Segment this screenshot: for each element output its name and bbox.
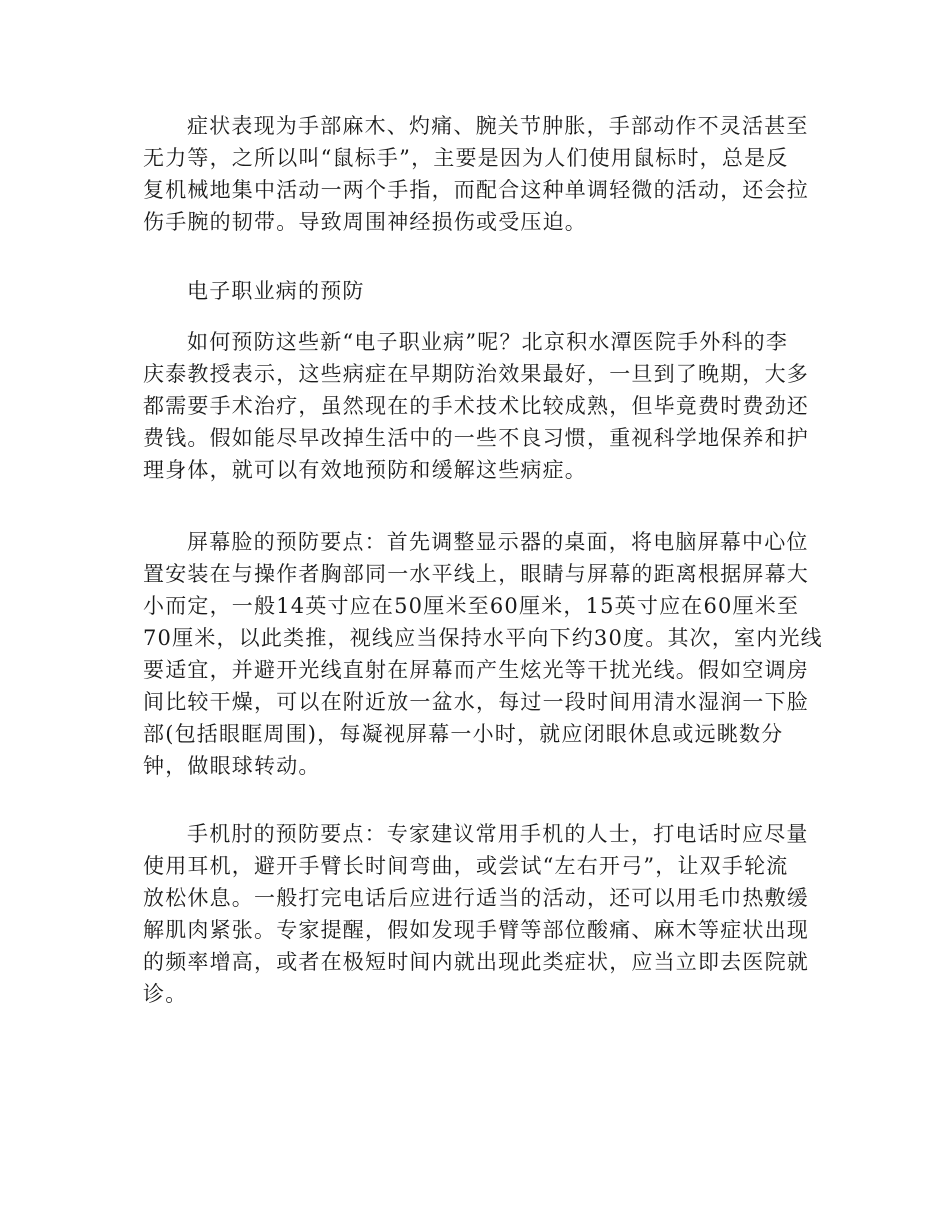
text-line: 解肌肉紧张。专家提醒，假如发现手臂等部位酸痛、麻木等症状出现: [143, 918, 809, 942]
text-line: 小而定，一般14英寸应在50厘米至60厘米，15英寸应在60厘米至: [143, 594, 800, 618]
text-line: 间比较干燥，可以在附近放一盆水，每过一段时间用清水湿润一下脸: [143, 690, 809, 714]
text-line: 理身体，就可以有效地预防和缓解这些病症。: [143, 458, 587, 482]
paragraph-prevention-intro: [143, 326, 808, 486]
text-line: 的频率增高，或者在极短时间内就出现此类症状，应当立即去医院就: [143, 950, 809, 974]
text-line: 庆泰教授表示，这些病症在早期防治效果最好，一旦到了晚期，大多: [143, 362, 809, 386]
text-line: 放松休息。一般打完电话后应进行适当的活动，还可以用毛巾热敷缓: [143, 886, 809, 910]
text-line: 使用耳机，避开手臂长时间弯曲，或尝试“左右开弓”，让双手轮流: [143, 854, 789, 878]
text-line: 费钱。假如能尽早改掉生活中的一些不良习惯，重视科学地保养和护: [143, 426, 809, 450]
text-line: 复机械地集中活动一两个手指，而配合这种单调轻微的活动，还会拉: [143, 178, 809, 202]
paragraph-phone-elbow-prevention: [143, 818, 808, 1010]
text-line: 伤手腕的韧带。导致周围神经损伤或受压迫。: [143, 210, 587, 234]
text-line: 手机肘的预防要点：专家建议常用手机的人士，打电话时应尽量: [187, 822, 809, 846]
text-line: 无力等，之所以叫“鼠标手”，主要是因为人们使用鼠标时，总是反: [143, 146, 789, 170]
text-line: 部(包括眼眶周围)，每凝视屏幕一小时，就应闭眼休息或远眺数分: [143, 722, 784, 746]
section-heading: [143, 275, 808, 307]
text-line: 屏幕脸的预防要点：首先调整显示器的桌面，将电脑屏幕中心位: [187, 530, 809, 554]
text-line: 症状表现为手部麻木、灼痛、腕关节肿胀，手部动作不灵活甚至: [187, 114, 809, 138]
text-line: 诊。: [143, 982, 188, 1006]
section-heading-text: 电子职业病的预防: [187, 279, 365, 303]
text-line: 70厘米，以此类推，视线应当保持水平向下约30度。其次，室内光线: [143, 626, 823, 650]
text-line: 要适宜，并避开光线直射在屏幕而产生炫光等干扰光线。假如空调房: [143, 658, 809, 682]
text-line: 如何预防这些新“电子职业病”呢？北京积水潭医院手外科的李: [187, 330, 789, 354]
text-line: 置安装在与操作者胸部同一水平线上，眼睛与屏幕的距离根据屏幕大: [143, 562, 809, 586]
paragraph-mouse-hand-symptoms: [143, 110, 808, 238]
paragraph-screen-face-prevention: [143, 526, 823, 782]
text-line: 都需要手术治疗，虽然现在的手术技术比较成熟，但毕竟费时费劲还: [143, 394, 809, 418]
text-line: 钟，做眼球转动。: [143, 754, 321, 778]
